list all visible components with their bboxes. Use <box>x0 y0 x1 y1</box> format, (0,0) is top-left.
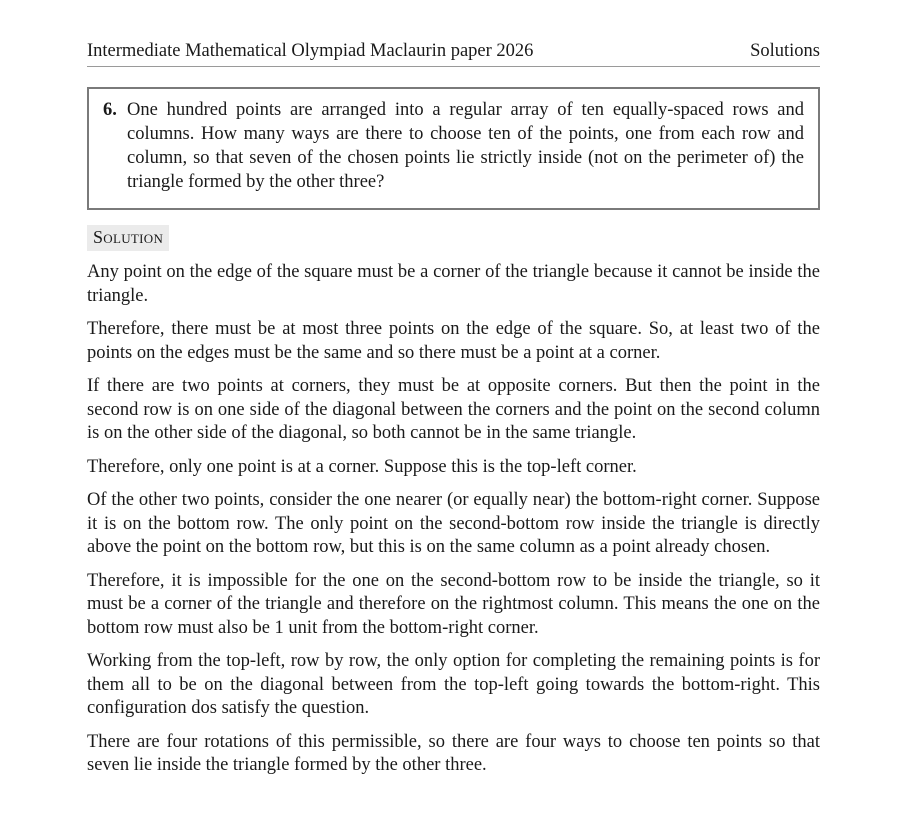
paper-title: Intermediate Mathematical Olympiad Maclaurin paper 2026 <box>87 41 534 61</box>
solution-paragraph: Therefore, only one point is at a corner. Suppose this is the top-left corner. <box>87 456 637 477</box>
problem-box <box>87 87 820 210</box>
solution-paragraph: Therefore, there must be at most three points on the edge of the square. So, at least two of the points on the edges must be the same and so there must be a point at a corner. <box>87 319 820 363</box>
solution-paragraph: Working from the top-left, row by row, the only option for completing the remaining points is for them all to be on the diagonal between from the top-left going towards the bottom-right. This configuration dos satisfy the question. <box>87 651 820 718</box>
solution-paragraph: Any point on the edge of the square must be a corner of the triangle because it cannot be inside the triangle. <box>87 262 820 306</box>
running-header <box>87 40 820 67</box>
solution-paragraph: Therefore, it is impossible for the one on the second-bottom row to be inside the triangle, so it must be a corner of the triangle and therefore on the rightmost column. This means the one on the bottom row must also be 1 unit from the bottom-right corner. <box>87 570 820 638</box>
section-name: Solutions <box>750 41 820 61</box>
solution-paragraph: Of the other two points, consider the one nearer (or equally near) the bottom-right corner. Suppose it is on the bottom row. The only point on the second-bottom row inside the triangle is directly above the point on the bottom row, but this is on the same column as a point already chosen. <box>87 490 820 557</box>
solution-paragraph: If there are two points at corners, they must be at opposite corners. But then the point in the second row is on one side of the diagonal between the corners and the point on the second column is on the other side of the diagonal, so both cannot be in the same triangle. <box>87 376 820 443</box>
problem-statement: One hundred points are arranged into a regular array of ten equally-spaced rows and columns. How many ways are there to choose ten of the points, one from each row and column, so that seven of the chosen points lie strictly inside (not on the perimeter of) the triangle formed by the other three? <box>127 100 804 192</box>
solution-heading: Solution <box>87 225 169 251</box>
solution-body <box>87 261 820 788</box>
problem-number: 6. <box>103 100 117 120</box>
solution-paragraph: There are four rotations of this permissible, so there are four ways to choose ten points so that seven lie inside the triangle formed by the other three. <box>87 731 820 775</box>
